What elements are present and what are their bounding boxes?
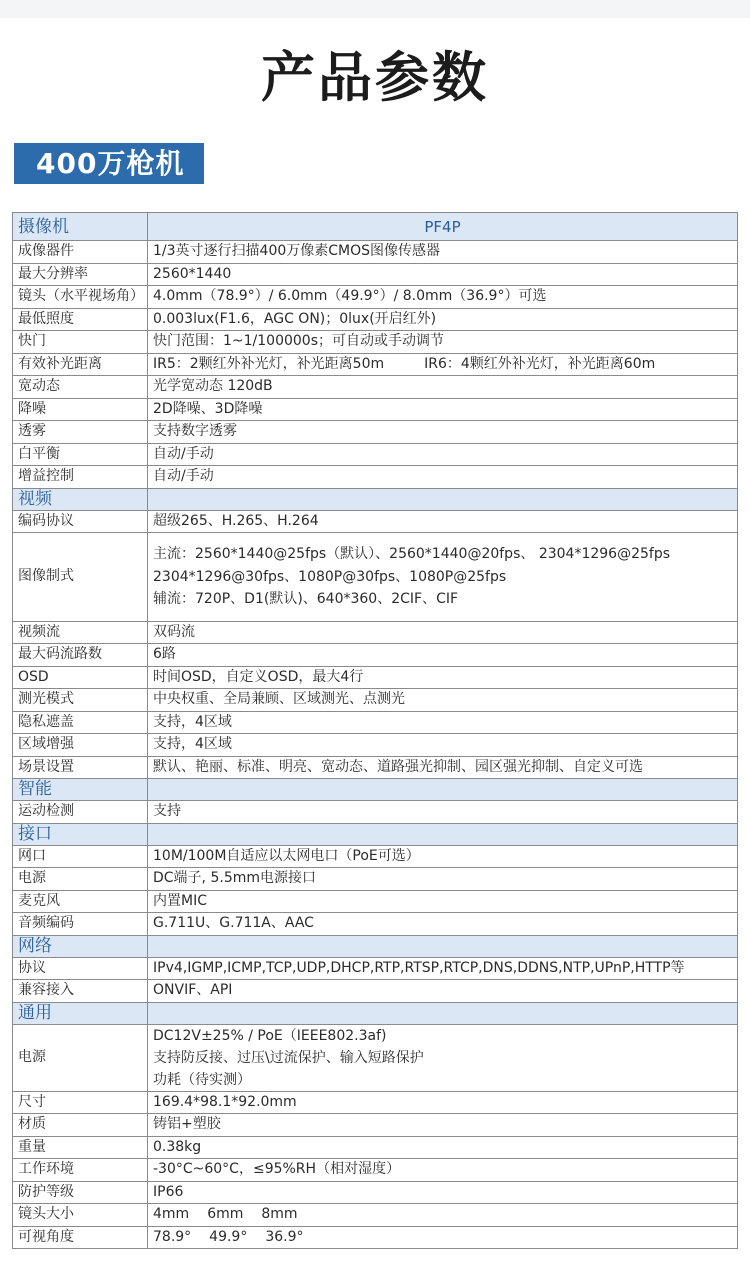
row-value: -30°C~60°C，≤95%RH（相对湿度） [148,1159,738,1182]
power-line: 功耗（待实测） [153,1071,251,1088]
section-label: 通用 [13,1002,148,1024]
image-format-line: 主流：2560*1440@25fps（默认）、2560*1440@20fps、 2304*1296@25fps [153,546,670,562]
row-value: 4.0mm（78.9°）/ 6.0mm（49.9°）/ 8.0mm（36.9°）可选 [148,286,738,309]
table-row [13,1181,738,1204]
section-video [13,488,738,510]
row-label: 重量 [13,1136,148,1159]
table-row [13,890,738,913]
table-row [13,466,738,489]
row-value: 0.003lux(F1.6，AGC ON)；0lux(开启红外) [148,308,738,331]
row-label: 宽动态 [13,376,148,399]
row-label: 成像器件 [13,241,148,264]
lens-size-value: 4mm [153,1206,190,1223]
table-row [13,398,738,421]
row-label: 镜头（水平视场角） [13,286,148,309]
section-label: 视频 [13,488,148,510]
table-row [13,241,738,264]
row-value [148,533,738,622]
row-label: 区域增强 [13,734,148,757]
section-empty [148,935,738,957]
row-value: 超级265、H.265、H.264 [148,510,738,533]
row-label: 最低照度 [13,308,148,331]
row-value: 中央权重、全局兼顾、区域测光、点测光 [148,689,738,712]
row-label: 麦克风 [13,890,148,913]
table-header-row [13,213,738,241]
row-value: 10M/100M自适应以太网电口（PoE可选） [148,845,738,868]
table-row [13,376,738,399]
row-value: 169.4*98.1*92.0mm [148,1091,738,1114]
section-smart [13,779,738,801]
view-angle-value: 49.9° [209,1228,248,1245]
table-row [13,510,738,533]
table-row [13,913,738,936]
row-label: 材质 [13,1114,148,1137]
section-general [13,1002,738,1024]
section-empty [148,488,738,510]
table-row [13,308,738,331]
table-row [13,666,738,689]
section-network [13,935,738,957]
lens-size-value: 8mm [261,1206,298,1223]
image-format-line: 辅流：720P、D1(默认)、640*360、2CIF、CIF [153,591,459,607]
row-label: 有效补光距离 [13,353,148,376]
table-row [13,286,738,309]
table-row [13,756,738,779]
row-label: 兼容接入 [13,980,148,1003]
row-value: 2D降噪、3D降噪 [148,398,738,421]
table-row [13,1024,738,1091]
row-value: 时间OSD，自定义OSD，最大4行 [148,666,738,689]
row-value: 支持 [148,801,738,824]
table-row [13,1091,738,1114]
row-value: IPv4,IGMP,ICMP,TCP,UDP,DHCP,RTP,RTSP,RTCP,DNS,DDNS,NTP,UPnP,HTTP等 [148,957,738,980]
row-value: 支持，4区域 [148,711,738,734]
row-value: 0.38kg [148,1136,738,1159]
row-label: 网口 [13,845,148,868]
view-angle-value: 78.9° [153,1228,192,1245]
table-row [13,1114,738,1137]
table-row [13,263,738,286]
section-label: 智能 [13,779,148,801]
row-value [148,1024,738,1091]
model-badge: 400万枪机 [14,143,204,184]
power-line: DC12V±25% / PoE（IEEE802.3af) [153,1027,387,1044]
table-row [13,868,738,891]
row-label: 电源 [13,1024,148,1091]
row-value: 自动/手动 [148,466,738,489]
table-row [13,845,738,868]
row-label: 快门 [13,331,148,354]
lens-size-value: 6mm [207,1206,244,1223]
row-label: 运动检测 [13,801,148,824]
row-label: 场景设置 [13,756,148,779]
section-empty [148,823,738,845]
table-row [13,980,738,1003]
section-empty [148,1002,738,1024]
row-label: 图像制式 [13,533,148,622]
row-value: 内置MIC [148,890,738,913]
ir6-value: IR6：4颗红外补光灯，补光距离60m [424,355,656,372]
header-label: 摄像机 [13,213,148,241]
row-label: 最大分辨率 [13,263,148,286]
row-label: 视频流 [13,621,148,644]
row-label: OSD [13,666,148,689]
row-label: 音频编码 [13,913,148,936]
table-row [13,1159,738,1182]
row-label: 镜头大小 [13,1204,148,1227]
section-empty [148,779,738,801]
table-row [13,1226,738,1249]
row-value: 支持，4区域 [148,734,738,757]
row-label: 降噪 [13,398,148,421]
row-value: 铸铝+塑胶 [148,1114,738,1137]
row-label: 白平衡 [13,443,148,466]
table-row [13,443,738,466]
row-label: 透雾 [13,421,148,444]
row-value: IP66 [148,1181,738,1204]
row-value [148,353,738,376]
table-row [13,711,738,734]
row-value: 光学宽动态 120dB [148,376,738,399]
row-label: 工作环境 [13,1159,148,1182]
table-row [13,1136,738,1159]
table-row [13,331,738,354]
page-title: 产品参数 [261,46,489,109]
row-value [148,1226,738,1249]
row-label: 隐私遮盖 [13,711,148,734]
row-label: 测光模式 [13,689,148,712]
view-angle-value: 36.9° [265,1228,304,1245]
top-band [0,0,750,18]
section-label: 接口 [13,823,148,845]
table-row [13,689,738,712]
row-value: 1/3英寸逐行扫描400万像素CMOS图像传感器 [148,241,738,264]
row-label: 最大码流路数 [13,644,148,667]
row-label: 电源 [13,868,148,891]
row-label: 协议 [13,957,148,980]
row-label: 尺寸 [13,1091,148,1114]
power-line: 支持防反接、过压\过流保护、输入短路保护 [153,1049,424,1066]
table-row [13,644,738,667]
section-label: 网络 [13,935,148,957]
ir5-value: IR5：2颗红外补光灯，补光距离50m [153,355,385,372]
row-label: 可视角度 [13,1226,148,1249]
row-value [148,1204,738,1227]
row-value: 支持数字透雾 [148,421,738,444]
table-row [13,957,738,980]
table-row [13,1204,738,1227]
table-row [13,734,738,757]
row-value: ONVIF、API [148,980,738,1003]
row-value: 自动/手动 [148,443,738,466]
row-value: 默认、艳丽、标准、明亮、宽动态、道路强光抑制、园区强光抑制、自定义可选 [148,756,738,779]
table-row [13,533,738,622]
row-value: 快门范围：1~1/100000s；可自动或手动调节 [148,331,738,354]
row-label: 增益控制 [13,466,148,489]
table-row [13,801,738,824]
row-label: 编码协议 [13,510,148,533]
row-value: 2560*1440 [148,263,738,286]
row-value: 6路 [148,644,738,667]
table-row [13,421,738,444]
model-number: PF4P [148,213,738,241]
spec-table [12,212,738,1249]
row-value: 双码流 [148,621,738,644]
row-label: 防护等级 [13,1181,148,1204]
row-value: DC端子, 5.5mm电源接口 [148,868,738,891]
section-interface [13,823,738,845]
table-row [13,621,738,644]
row-value: G.711U、G.711A、AAC [148,913,738,936]
image-format-line: 2304*1296@30fps、1080P@30fps、1080P@25fps [153,568,507,585]
table-row [13,353,738,376]
